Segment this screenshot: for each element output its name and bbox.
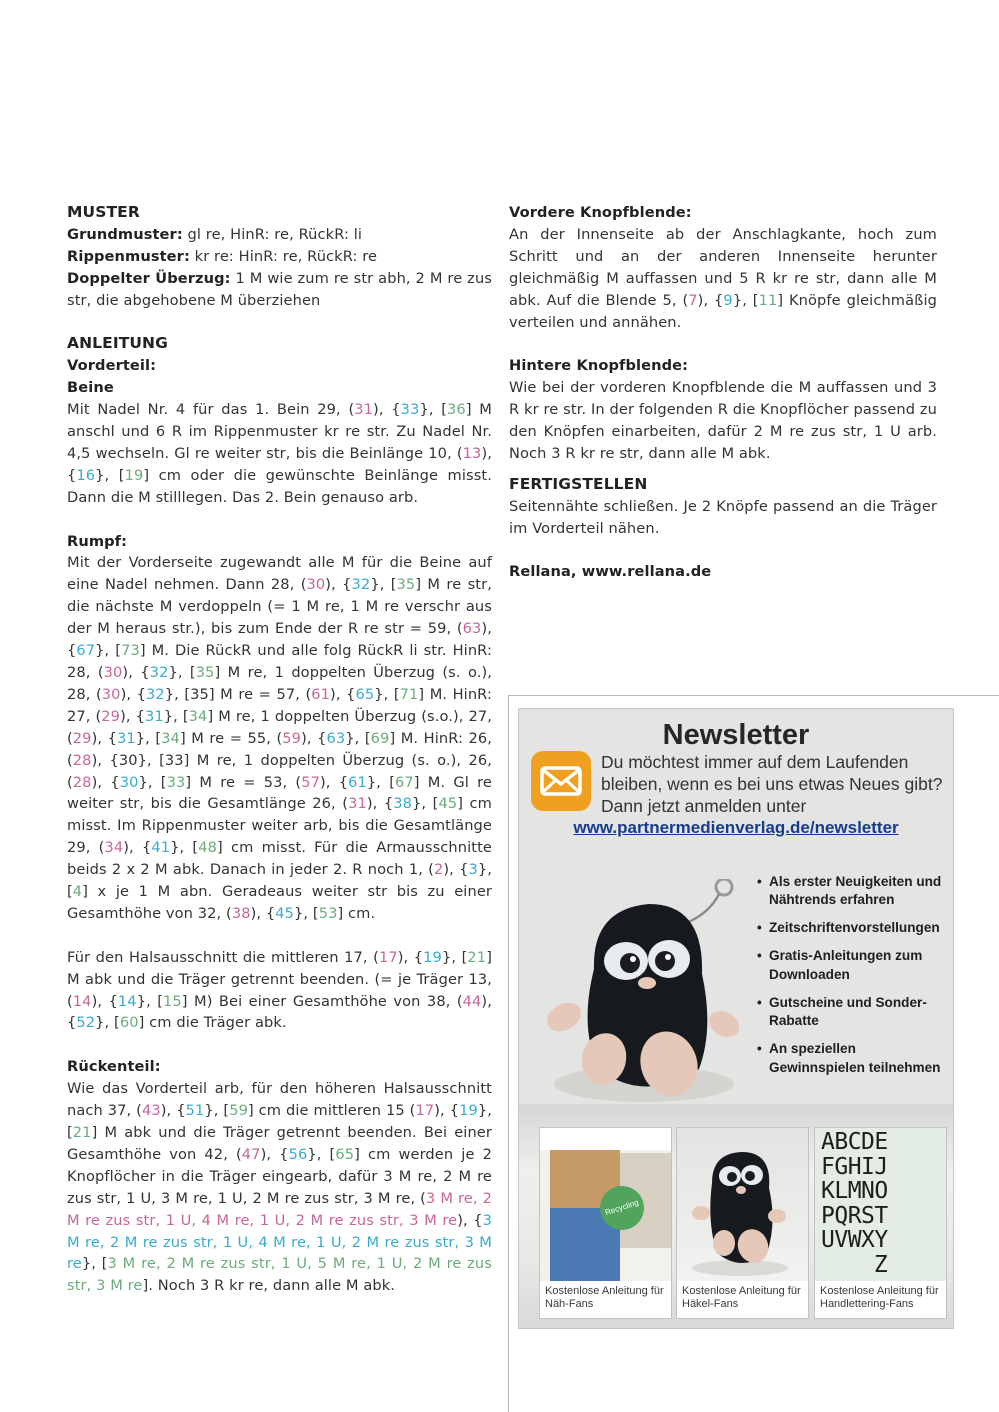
text-run: ), {: [697, 291, 724, 309]
size-value: 61: [348, 773, 367, 791]
newsletter-ad: [518, 708, 954, 1329]
text-run: ] M abk und die Träger getrennt beenden. (= je Träger 13, (: [67, 948, 492, 1010]
text-run: ), {: [330, 685, 356, 703]
right-column: [509, 202, 937, 583]
size-value: 4: [72, 883, 83, 901]
size-value: 44: [462, 992, 482, 1010]
mail-icon: [531, 751, 591, 811]
text-run: ), {: [250, 904, 276, 922]
source-credit: Rellana, www.rellana.de: [509, 563, 712, 581]
text-run: ), {: [123, 839, 152, 857]
size-value: 67: [76, 642, 96, 660]
lettering-row: PQRST: [821, 1202, 888, 1229]
size-value: 35: [195, 664, 215, 681]
size-value: 15: [163, 992, 182, 1010]
handlettering-thumbnail: [815, 1128, 946, 1281]
size-value: 59: [229, 1102, 248, 1120]
text-run: }, [: [370, 576, 397, 594]
haekel-thumbnail: [677, 1128, 808, 1281]
size-value: 32: [145, 685, 165, 703]
lettering-row: UVWXY: [821, 1227, 888, 1253]
text-run: ), {: [325, 576, 352, 594]
size-value: 28: [72, 773, 92, 791]
size-value: 38: [231, 904, 251, 922]
vordere-knopfblende-paragraph: [509, 224, 937, 334]
text-run: ] cm die Träger abk.: [138, 1014, 287, 1032]
size-value: 51: [185, 1102, 205, 1120]
text-run: }, [: [204, 1102, 230, 1120]
text-run: }, [: [441, 948, 468, 966]
text-run: Für den Halsausschnitt die mittleren 17, (: [67, 948, 379, 966]
size-value: 19: [459, 1102, 478, 1120]
naeh-thumbnail: [540, 1128, 671, 1281]
size-value: 19: [423, 948, 442, 966]
size-value: 48: [198, 839, 217, 857]
text-run: ] cm misst. Im Rippenmuster weiter arb, bis die Gesamtlänge 29, (: [67, 795, 492, 857]
size-value: 29: [72, 729, 92, 747]
size-value: 60: [119, 1014, 139, 1032]
text-run: }, [35] M re = 57, (: [164, 685, 312, 703]
vorderteil-heading: Vorderteil:: [67, 357, 157, 375]
text-run: }, [: [732, 291, 759, 309]
muster-label: Rippenmuster:: [67, 247, 190, 265]
text-run: ] M. Die RückR und alle folg RückR li str. HinR: 28, (: [67, 642, 492, 681]
size-value: 21: [72, 1124, 92, 1141]
muster-label: Doppelter Überzug:: [67, 269, 231, 287]
hintere-knopfblende-paragraph: Wie bei der vorderen Knopfblende die M auffassen und 3 R kr re str. In der folgenden R die Knopflöcher passend zu den Knöpfen einarbeiten, dafür 2 M re zus str, 1 U arb. Noch 3 R kr re str, dann alle M abk.: [509, 379, 937, 462]
lettering-row: KLMNO: [821, 1178, 888, 1204]
text-run: ), {: [373, 401, 401, 419]
newsletter-link[interactable]: www.partnermedienverlag.de/newsletter: [573, 818, 899, 837]
text-run: ), {: [122, 664, 150, 681]
text-run: }, [: [67, 861, 492, 901]
size-value: 52: [76, 1014, 96, 1032]
card-naeh[interactable]: [539, 1127, 672, 1319]
size-value: 31: [116, 729, 136, 747]
muster-ueberzug: [67, 268, 492, 312]
ad-divider: [508, 695, 999, 696]
text-run: ] M re, 1 doppelten Überzug (s. o.), 28, (: [67, 664, 492, 703]
size-value: 65: [335, 1145, 355, 1163]
size-value: 34: [188, 707, 208, 725]
text-run: An der Innenseite ab der Anschlagkante, hoch zum Schritt und an der anderen Innenseite herunter gleichmäßig M auffassen und 5 R kr re str, dann alle M abk. Auf die Blende 5, (: [509, 225, 937, 309]
size-value: 3 M re, 2 M re zus str, 1 U, 4 M re, 1 U, 2 M re zus str, 3 M re: [67, 1189, 492, 1229]
vordere-knopfblende-heading: Vordere Knopfblende:: [509, 204, 692, 221]
text-run: ), {: [120, 685, 146, 703]
size-value: 69: [370, 729, 390, 747]
size-value: 56: [288, 1145, 308, 1163]
size-value: 73: [121, 642, 140, 660]
muster-text: kr re: HinR: re, RückR: re: [189, 247, 378, 265]
text-run: ), {: [397, 948, 424, 966]
size-value: 17: [378, 948, 398, 966]
text-run: }, [: [163, 707, 189, 725]
muster-text: gl re, HinR: re, RückR: li: [182, 225, 363, 243]
text-run: ), {: [301, 729, 327, 747]
card-caption: Kostenlose Anleitung für Handlettering-Fans: [820, 1285, 939, 1311]
text-run: ] cm oder die gewünschte Beinlänge misst. Dann die M stilllegen. Das 2. Bein genauso arb.: [67, 466, 492, 506]
size-value: 59: [282, 729, 302, 747]
text-run: }, [: [95, 466, 125, 484]
text-run: }, [: [136, 992, 164, 1010]
text-run: }, [: [168, 664, 196, 681]
text-run: }, [: [412, 795, 439, 813]
text-run: }, [: [138, 773, 167, 791]
muster-heading: MUSTER: [67, 203, 140, 221]
anleitung-heading: ANLEITUNG: [67, 334, 168, 353]
text-run: Mit Nadel Nr. 4 für das 1. Bein 29, (: [67, 401, 355, 419]
fertigstellen-paragraph: Seitennähte schließen. Je 2 Knöpfe passend an die Träger im Vorderteil nähen.: [509, 497, 937, 537]
text-run: ] x je 1 M abn. Geradeaus weiter str bis zu einer Gesamthöhe von 32, (: [67, 883, 492, 922]
size-value: 3: [468, 861, 478, 879]
size-value: 29: [101, 707, 121, 725]
text-run: }, [: [95, 642, 122, 660]
benefit-item: • An speziellen Gewinnspielen teilnehmen: [757, 1040, 949, 1077]
size-value: 71: [399, 685, 419, 703]
muster-rippenmuster: [67, 246, 492, 268]
lettering-row: Z: [873, 1251, 888, 1278]
ad-text: Du möchtest immer auf dem Laufenden bleiben, wenn es bei uns etwas Neues gibt? Dann jetzt anmelden unter: [601, 752, 943, 816]
text-run: ), {: [366, 795, 394, 813]
text-run: }, [: [95, 1014, 120, 1032]
ad-benefits-list: [757, 873, 949, 1087]
rueckenteil-heading: Rückenteil:: [67, 1058, 161, 1076]
card-caption: Kostenlose Anleitung für Häkel-Fans: [682, 1285, 801, 1311]
size-value: 43: [141, 1102, 161, 1120]
size-value: 7: [688, 291, 698, 309]
size-value: 38: [393, 795, 413, 813]
text-run: ]. Noch 3 R kr re, dann alle M abk.: [142, 1277, 396, 1295]
size-value: 2: [433, 861, 444, 879]
muster-text: 1 M wie zum re str abh, 2 M re zus str, die abgehobene M überziehen: [67, 269, 492, 309]
text-run: ] M. HinR: 27, (: [67, 685, 492, 725]
text-run: ] cm werden je 2 Knopflöcher in die Träger eingearb, dafür 3 M re, 2 M re zus str, 1 U, 3 M re, 1 U, 2 M re zus str, 3 M re, (: [67, 1145, 492, 1207]
text-run: ] cm.: [337, 904, 376, 922]
beine-heading: Beine: [67, 379, 114, 397]
text-run: }, [: [366, 773, 396, 791]
text-run: ] M re = 55, (: [179, 729, 283, 747]
text-run: ), {: [320, 773, 349, 791]
rumpf-heading: Rumpf:: [67, 532, 128, 550]
left-column: [67, 202, 492, 1297]
text-run: ), {: [434, 1102, 460, 1120]
text-run: ] M abk und die Träger getrennt beenden. Bei einer Gesamthöhe von 42, (: [67, 1124, 492, 1163]
text-run: ), {: [457, 1211, 483, 1229]
size-value: 45: [438, 795, 458, 813]
text-run: ), {: [443, 861, 469, 879]
size-value: 33: [166, 773, 186, 791]
recycling-badge: Recycling: [594, 1180, 649, 1235]
text-run: ), {: [67, 620, 492, 660]
size-value: 13: [462, 444, 482, 462]
benefit-item: • Gratis-Anleitungen zum Downloaden: [757, 947, 949, 984]
size-value: 32: [351, 576, 371, 594]
size-value: 45: [275, 904, 295, 922]
size-value: 33: [400, 401, 420, 419]
size-value: 65: [355, 685, 375, 703]
size-value: 36: [447, 401, 466, 419]
text-run: ] M anschl und 6 R im Rippenmuster kr re str. Zu Nadel Nr. 4,5 wechseln. Gl re weiter str, bis die Beinlänge 10, (: [67, 401, 492, 462]
size-value: 3 M re, 2 M re zus str, 1 U, 4 M re, 1 U, 2 M re zus str, 3 M re: [67, 1211, 492, 1273]
size-value: 35: [396, 576, 416, 594]
text-run: }, [: [374, 685, 400, 703]
text-run: ] M re str, die nächste M verdoppeln (= 1 M re, 1 M re verschr aus der M heraus str.), bis zum Ende der R re str = 59, (: [67, 576, 492, 638]
size-value: 30: [119, 773, 139, 791]
text-run: ), {: [91, 773, 120, 791]
text-run: }, [: [307, 1145, 336, 1163]
size-value: 53: [318, 904, 338, 922]
text-run: ] M. HinR: 26, (: [67, 729, 492, 769]
text-run: ] cm die mittleren 15 (: [247, 1102, 416, 1120]
column-divider: [508, 695, 509, 1412]
size-value: 14: [72, 992, 92, 1010]
text-run: ), {: [91, 992, 118, 1010]
text-run: }, [: [345, 729, 371, 747]
lettering-row: FGHIJ: [821, 1153, 888, 1180]
text-run: ] M. Gl re weiter str, bis die Gesamtlänge 26, (: [67, 773, 492, 813]
text-run: ] Knöpfe gleichmäßig verteilen und annähen.: [509, 291, 937, 331]
card-caption: Kostenlose Anleitung für Näh-Fans: [545, 1285, 664, 1311]
size-value: 31: [354, 401, 374, 419]
size-value: 32: [149, 664, 169, 681]
card-haekel[interactable]: [676, 1127, 809, 1319]
rueckenteil-paragraph: [67, 1078, 492, 1297]
muster-grundmuster: [67, 224, 492, 246]
text-run: }, [: [170, 839, 199, 857]
card-handlettering[interactable]: [814, 1127, 947, 1319]
size-value: 31: [144, 707, 164, 725]
size-value: 30: [306, 576, 326, 594]
text-run: ), {: [67, 444, 492, 484]
benefit-item: • Als erster Neuigkeiten und Nähtrends erfahren: [757, 873, 949, 910]
size-value: 34: [161, 729, 180, 747]
benefit-item: • Zeitschriftenvorstellungen: [757, 919, 949, 937]
text-run: ] cm misst. Für die Armausschnitte beids 2 x 2 M abk. Danach in jeder 2. R noch 1, (: [67, 839, 492, 879]
size-value: 47: [241, 1145, 261, 1163]
size-value: 21: [467, 948, 487, 966]
text-run: Mit der Vorderseite zugewandt alle M für die Beine auf eine Nadel nehmen. Dann 28, (: [67, 554, 492, 594]
size-value: 3 M re, 2 M re zus str, 1 U, 5 M re, 1 U, 2 M re zus str, 3 M re: [67, 1255, 492, 1295]
size-value: 28: [72, 751, 92, 769]
size-value: 63: [326, 729, 346, 747]
hintere-knopfblende-heading: Hintere Knopfblende:: [509, 357, 689, 375]
text-run: }, [: [294, 904, 319, 922]
text-run: Wie das Vorderteil arb, für den höheren Halsausschnitt nach 37, (: [67, 1080, 492, 1120]
text-run: ] M re = 53, (: [185, 773, 302, 791]
size-value: 11: [758, 291, 778, 309]
size-value: 67: [395, 773, 414, 791]
text-run: }, [: [419, 401, 448, 419]
text-run: ), {: [67, 992, 492, 1032]
size-value: 9: [723, 291, 733, 309]
size-value: 61: [311, 685, 331, 703]
text-run: ), {: [160, 1102, 186, 1120]
size-value: 16: [76, 466, 96, 484]
beine-paragraph: [67, 399, 492, 509]
size-value: 31: [348, 795, 367, 813]
size-value: 17: [415, 1102, 435, 1120]
text-run: }, [: [135, 729, 162, 747]
size-value: 34: [104, 839, 124, 857]
ad-title: Newsletter: [662, 719, 810, 751]
size-value: 14: [117, 992, 137, 1010]
hals-paragraph: [67, 947, 492, 1035]
size-value: 30: [101, 685, 121, 703]
size-value: 41: [151, 839, 171, 857]
size-value: 57: [301, 773, 321, 791]
crochet-mole-image: [534, 879, 754, 1109]
muster-label: Grundmuster:: [67, 225, 183, 243]
text-run: ), {: [120, 707, 145, 725]
fertigstellen-heading: FERTIGSTELLEN: [509, 474, 648, 493]
size-value: 63: [462, 620, 482, 638]
text-run: ), {: [260, 1145, 289, 1163]
size-value: 19: [124, 466, 144, 484]
text-run: ), {: [91, 729, 117, 747]
size-value: 30: [103, 664, 123, 681]
lettering-row: ABCDE: [821, 1129, 888, 1155]
text-run: ), {30}, [33] M re, 1 doppelten Überzug (s. o.), 26, (: [67, 751, 492, 791]
text-run: }, [: [81, 1255, 108, 1273]
text-run: }, [: [67, 1102, 492, 1141]
rumpf-paragraph: [67, 552, 492, 924]
benefit-item: • Gutscheine und Sonder-Rabatte: [757, 994, 949, 1031]
text-run: ] M re, 1 doppelten Überzug (s.o.), 27, (: [67, 707, 492, 747]
text-run: ] M) Bei einer Gesamthöhe von 38, (: [181, 992, 463, 1010]
